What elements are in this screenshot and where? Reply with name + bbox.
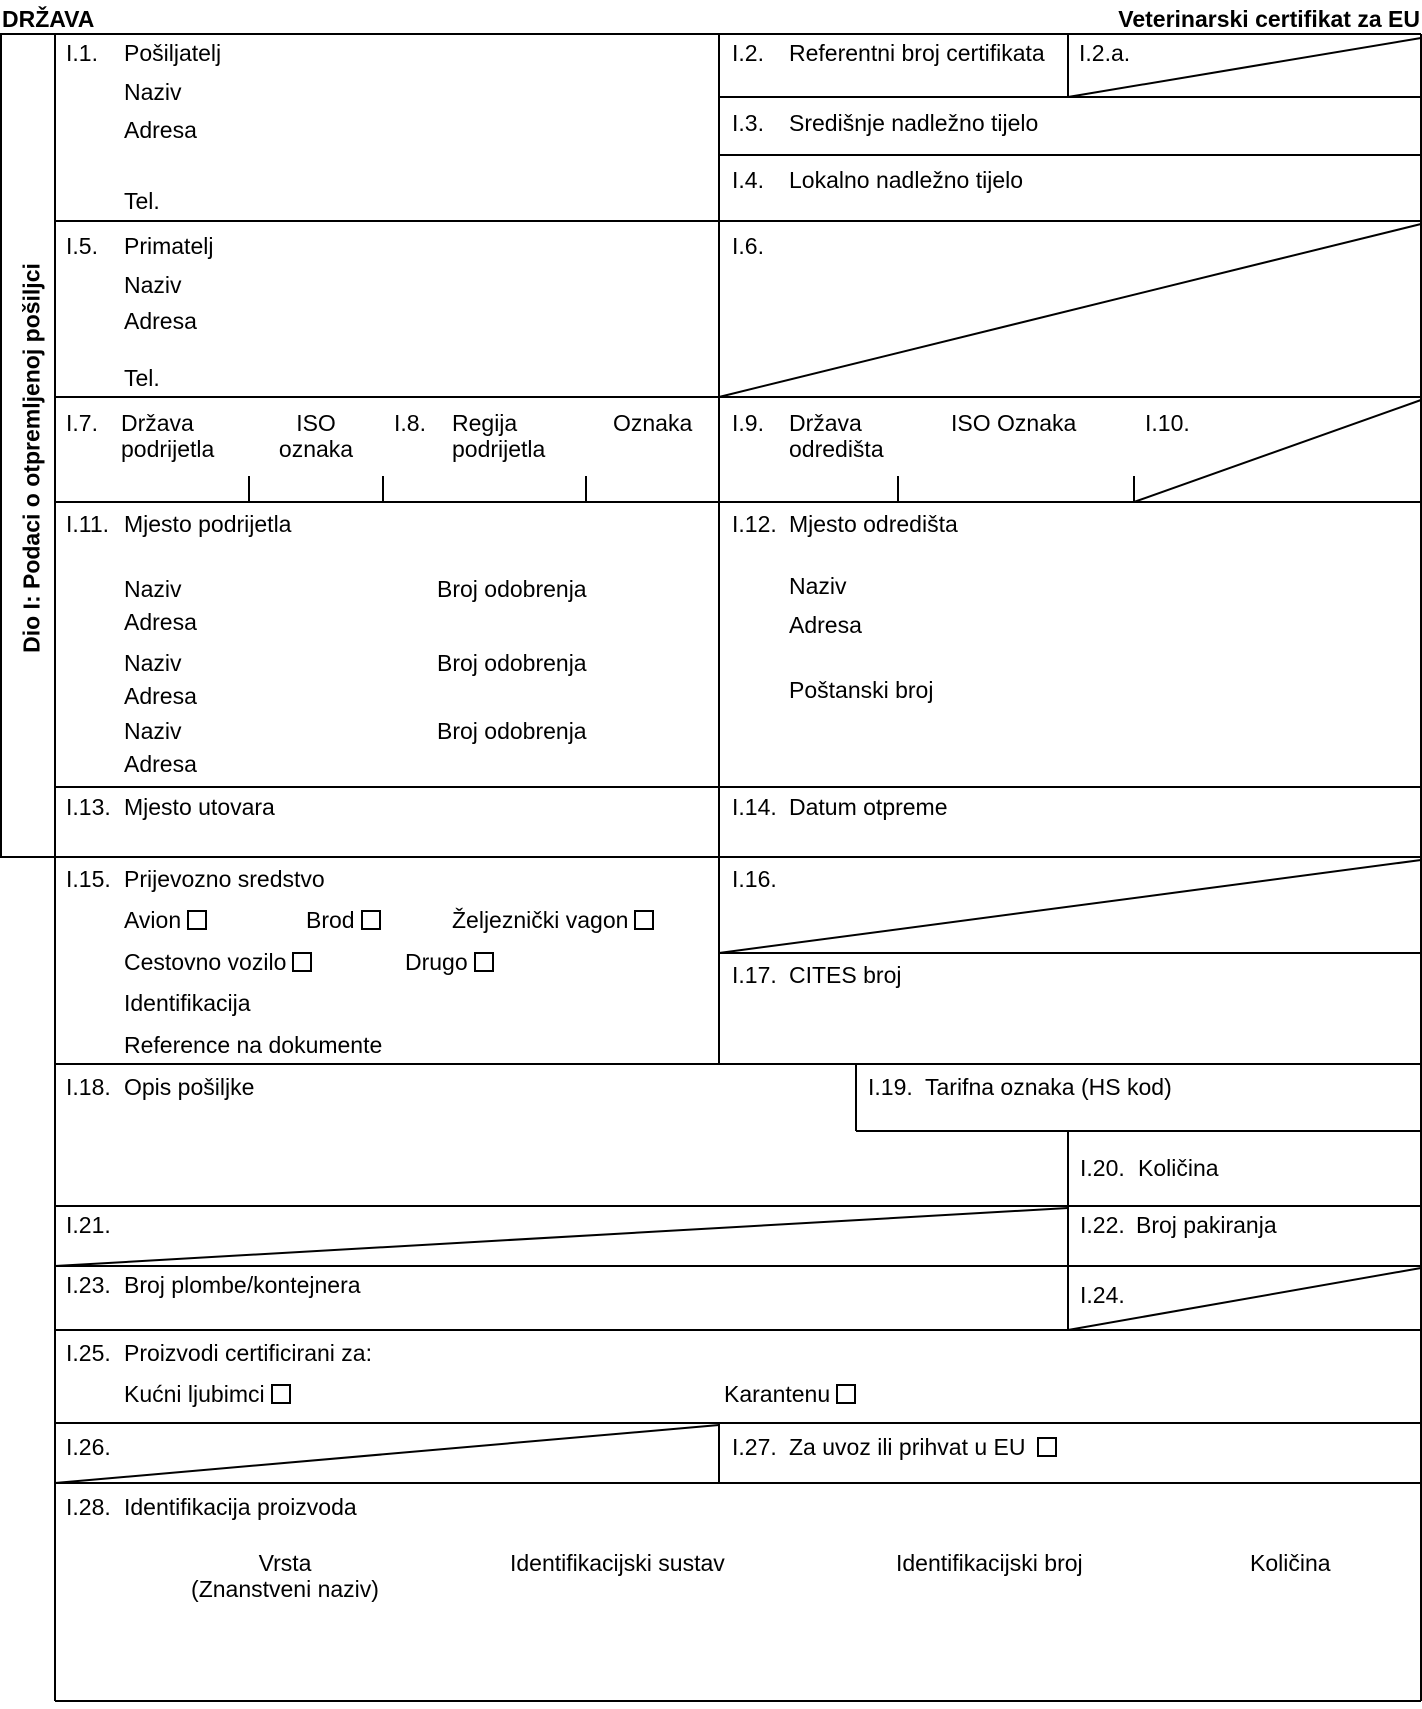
s13-num: I.13. [66,794,111,820]
s23-num: I.23. [66,1272,111,1298]
s26-num: I.26. [66,1434,111,1460]
s11-row2-naziv: Naziv [124,650,182,676]
side-label-text: Dio I: Podaci o otpremljenoj pošiljci [18,263,45,653]
s15-avion-label: Avion [124,907,182,933]
s5-naziv: Naziv [124,272,182,298]
s11-row1-naziv: Naziv [124,576,182,602]
s5-tel: Tel. [124,365,160,391]
s9-drzava-2: odredišta [789,436,884,462]
s13-title: Mjesto utovara [124,794,275,820]
s15-vagon [452,907,654,933]
s16-num: I.16. [732,866,777,892]
s8-regija-2: podrijetla [452,436,546,462]
s28-kolicina: Količina [1250,1550,1331,1576]
s15-vozilo-label: Cestovno vozilo [124,949,287,975]
s12-naziv: Naziv [789,573,847,599]
s5-adresa: Adresa [124,308,197,334]
s24-num: I.24. [1080,1282,1125,1308]
s7-iso-1: ISO [296,410,336,436]
s8-num: I.8. [394,410,426,436]
s25-title: Proizvodi certificirani za: [124,1340,372,1366]
s25-karantenu [724,1381,856,1407]
s11-row3-broj: Broj odobrenja [437,718,587,744]
s15-vagon-label: Željeznički vagon [452,907,629,933]
s15-brod [306,907,381,933]
s28-vrsta-2: (Znanstveni naziv) [191,1576,379,1602]
uvoz-eu-checkbox[interactable] [1037,1437,1057,1457]
s11-row2-adresa: Adresa [124,683,197,709]
s15-num: I.15. [66,866,111,892]
s27-num: I.27. [732,1434,777,1460]
s14-title: Datum otpreme [789,794,948,820]
vagon-checkbox[interactable] [634,910,654,930]
s2-title: Referentni broj certifikata [789,40,1045,66]
s7-iso-2: oznaka [278,436,354,462]
s18-title: Opis pošiljke [124,1074,255,1100]
s3-title: Središnje nadležno tijelo [789,110,1039,136]
s28-sustav: Identifikacijski sustav [510,1550,725,1576]
s21-num: I.21. [66,1212,111,1238]
s15-reference: Reference na dokumente [124,1032,383,1058]
s17-title: CITES broj [789,962,902,988]
s11-row3-adresa: Adresa [124,751,197,777]
s1-title: Pošiljatelj [124,40,222,66]
s19-title: Tarifna oznaka (HS kod) [925,1074,1172,1100]
s28-title: Identifikacija proizvoda [124,1494,357,1520]
s20-num: I.20. [1080,1155,1125,1181]
s15-avion [124,907,207,933]
s12-num: I.12. [732,511,777,537]
s14-num: I.14. [732,794,777,820]
s9-iso: ISO Oznaka [951,410,1077,436]
s25-kucni-label: Kućni ljubimci [124,1381,265,1407]
brod-checkbox[interactable] [361,910,381,930]
s15-identifikacija: Identifikacija [124,990,251,1016]
s15-drugo-label: Drugo [405,949,468,975]
s11-row1-adresa: Adresa [124,609,197,635]
certificate-title: Veterinarski certifikat za EU [1118,6,1420,32]
s12-adresa: Adresa [789,612,862,638]
s11-num: I.11. [66,511,110,537]
s25-kucni [124,1381,291,1407]
s11-title: Mjesto podrijetla [124,511,292,537]
s15-brod-label: Brod [306,907,355,933]
s6-num: I.6. [732,233,764,259]
s17-num: I.17. [732,962,777,988]
s11-row3-naziv: Naziv [124,718,182,744]
s8-oznaka: Oznaka [613,410,693,436]
avion-checkbox[interactable] [187,910,207,930]
drugo-checkbox[interactable] [474,952,494,972]
s28-num: I.28. [66,1494,111,1520]
s10-num: I.10. [1145,410,1190,436]
s25-karantenu-label: Karantenu [724,1381,831,1407]
s11-row1-broj: Broj odobrenja [437,576,587,602]
s15-title: Prijevozno sredstvo [124,866,325,892]
s18-num: I.18. [66,1074,111,1100]
s7-num: I.7. [66,410,98,436]
karantenu-checkbox[interactable] [836,1384,856,1404]
s5-title: Primatelj [124,233,214,259]
s1-tel: Tel. [124,188,160,214]
s7-drzava-1: Država [121,410,194,436]
s9-num: I.9. [732,410,764,436]
s4-title: Lokalno nadležno tijelo [789,167,1024,193]
side-label [7,198,57,718]
s11-row2-broj: Broj odobrenja [437,650,587,676]
s1-naziv: Naziv [124,79,182,105]
s22-num: I.22. [1080,1212,1125,1238]
s19-num: I.19. [868,1074,913,1100]
s12-title: Mjesto odredišta [789,511,958,537]
s15-drugo [405,949,494,975]
s1-adresa: Adresa [124,117,197,143]
s3-num: I.3. [732,110,764,136]
s2-num: I.2. [732,40,764,66]
kucni-ljubimci-checkbox[interactable] [271,1384,291,1404]
s5-num: I.5. [66,233,98,259]
vozilo-checkbox[interactable] [292,952,312,972]
s22-title: Broj pakiranja [1136,1212,1277,1238]
s23-title: Broj plombe/kontejnera [124,1272,361,1298]
s1-num: I.1. [66,40,98,66]
s8-regija-1: Regija [452,410,518,436]
s20-title: Količina [1138,1155,1219,1181]
s25-num: I.25. [66,1340,111,1366]
s28-broj: Identifikacijski broj [896,1550,1083,1576]
s7-drzava-2: podrijetla [121,436,215,462]
s4-num: I.4. [732,167,764,193]
country-header: DRŽAVA [2,6,95,32]
s15-vozilo [124,949,312,975]
s12-postanski: Poštanski broj [789,677,934,703]
s27-title-label: Za uvoz ili prihvat u EU [789,1434,1026,1460]
s27-title [789,1434,1057,1460]
s9-drzava-1: Država [789,410,862,436]
s2a-num: I.2.a. [1079,40,1131,66]
s28-vrsta-1: Vrsta [258,1550,312,1576]
